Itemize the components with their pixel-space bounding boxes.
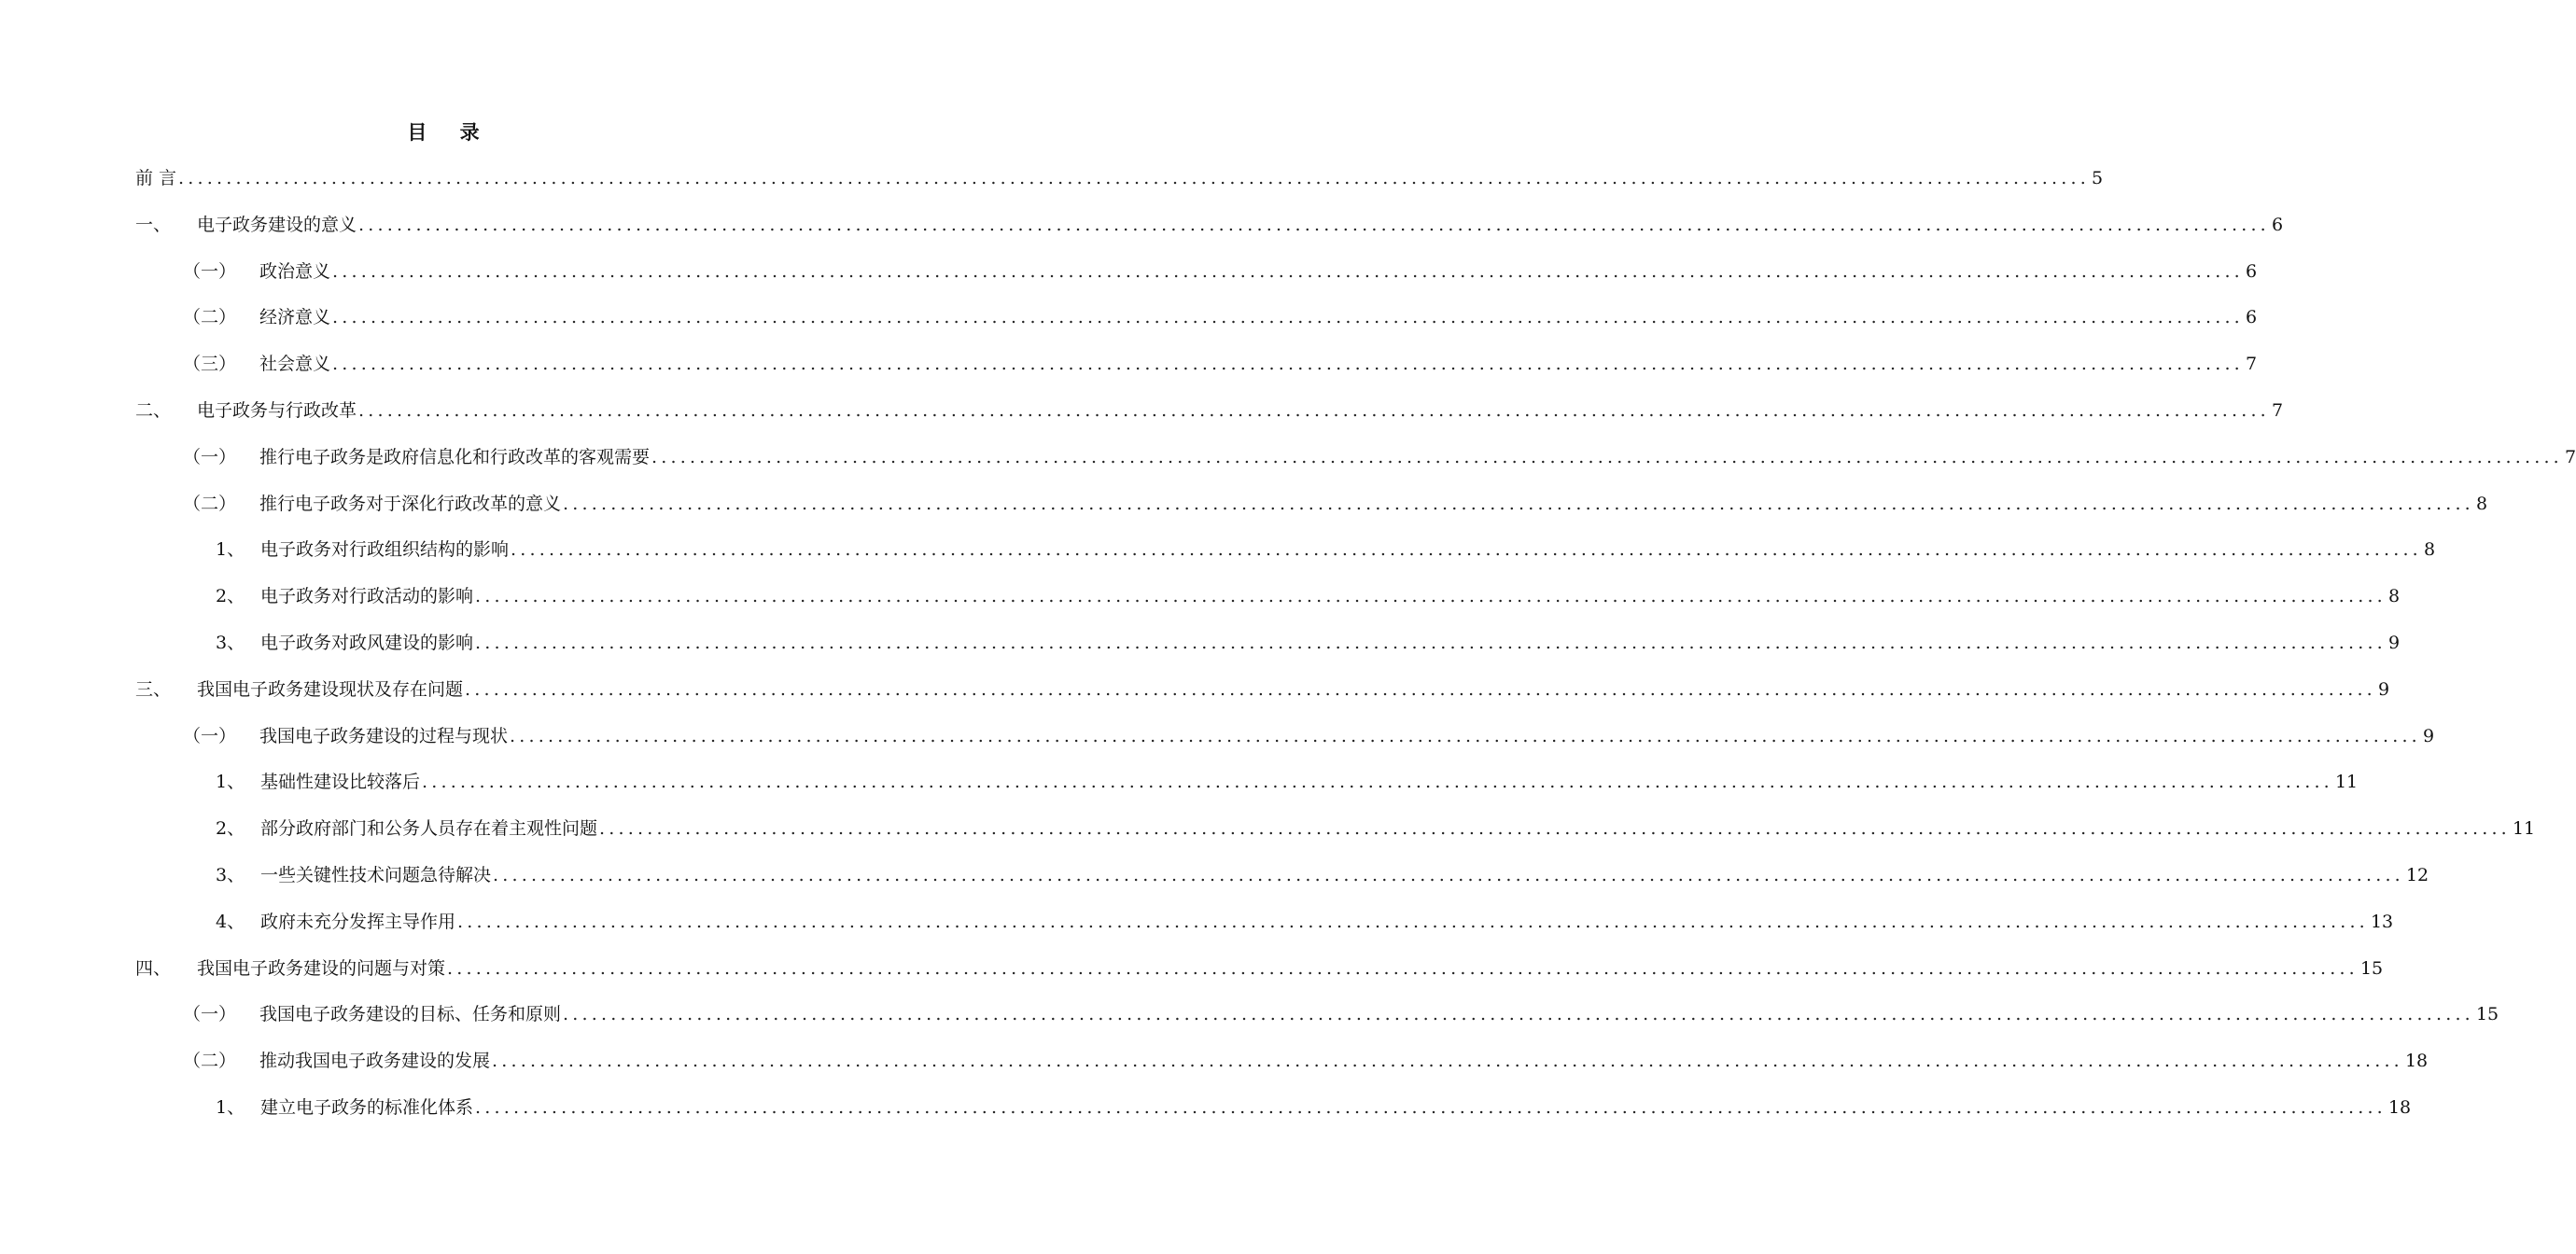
dot-leader: ........................................................................................................................................................................................................ [422, 772, 2333, 793]
toc-title: 目 录 [407, 120, 493, 144]
toc-entry-label: 电子政务对行政组织结构的影响 [260, 539, 510, 561]
toc-entry-page: 15 [2475, 1004, 2499, 1025]
toc-entry-label: 推动我国电子政务建设的发展 [259, 1051, 491, 1072]
toc-entry[interactable] [216, 905, 2394, 939]
toc-entry-page: 9 [2387, 633, 2401, 653]
dot-leader: ........................................................................................................................................................................................................ [599, 818, 2511, 840]
toc-entry-page: 5 [2091, 168, 2104, 188]
toc-entry[interactable] [216, 1091, 2412, 1124]
dot-leader: ........................................................................................................................................................................................................ [332, 260, 2244, 282]
toc-entry-label: 推行电子政务对于深化行政改革的意义 [259, 493, 562, 514]
toc-entry-label: 基础性建设比较落后 [260, 772, 421, 793]
toc-entry-label: 政治意义 [259, 260, 331, 282]
dot-leader: ........................................................................................................................................................................................................ [492, 1051, 2403, 1072]
toc-entry-number: （二） [183, 493, 237, 514]
dot-leader: ........................................................................................................................................................................................................ [332, 307, 2244, 328]
toc-entry-number: 二、 [135, 400, 172, 421]
toc-entry[interactable] [183, 440, 2576, 474]
toc-entry-label: 我国电子政务建设的目标、任务和原则 [259, 1004, 562, 1025]
toc-entry-page: 9 [2422, 725, 2435, 746]
dot-leader: ........................................................................................................................................................................................................ [447, 957, 2359, 979]
toc-entry-number: 1、 [216, 539, 245, 561]
dot-leader: ........................................................................................................................................................................................................ [332, 354, 2244, 375]
toc-entry-number: 1、 [216, 1097, 245, 1118]
dot-leader: ........................................................................................................................................................................................................ [358, 400, 2270, 421]
dot-leader: ........................................................................................................................................................................................................ [358, 214, 2270, 235]
toc-entry-label: 部分政府部门和公务人员存在着主观性问题 [260, 818, 598, 840]
toc-entry-label: 一些关键性技术问题急待解决 [260, 865, 492, 885]
toc-entry-number: （一） [183, 725, 237, 746]
toc-entry-number: 3、 [216, 633, 245, 653]
toc-entry[interactable] [135, 208, 2284, 242]
toc-entry-page: 11 [2334, 772, 2359, 793]
dot-leader: ........................................................................................................................................................................................................ [475, 1097, 2387, 1118]
toc-entry-label: 我国电子政务建设的问题与对策 [197, 957, 446, 979]
toc-entry-number: （一） [183, 446, 237, 467]
toc-entry-page: 6 [2245, 260, 2258, 282]
toc-entry-label: 前 言 [135, 168, 177, 188]
toc-entry[interactable] [216, 579, 2401, 613]
dot-leader: ........................................................................................................................................................................................................ [457, 911, 2369, 932]
toc-entry-page: 13 [2370, 911, 2394, 932]
dot-leader: ........................................................................................................................................................................................................ [651, 446, 2563, 467]
toc-entry-label: 推行电子政务是政府信息化和行政改革的客观需要 [259, 446, 651, 467]
toc-entry-number: 三、 [135, 678, 172, 700]
dot-leader: ........................................................................................................................................................................................................ [510, 725, 2421, 746]
toc-entry-label: 电子政务与行政改革 [197, 400, 357, 421]
toc-entry-label: 我国电子政务建设现状及存在问题 [197, 678, 464, 700]
toc-entry[interactable] [183, 347, 2258, 381]
toc-entry[interactable] [135, 673, 2390, 706]
toc-entry-label: 政府未充分发挥主导作用 [260, 911, 456, 932]
toc-entry-number: （一） [183, 1004, 237, 1025]
toc-entry-page: 9 [2377, 678, 2390, 700]
toc-entry[interactable] [135, 394, 2284, 427]
toc-entry-number: 2、 [216, 818, 245, 840]
toc-entry-page: 7 [2245, 354, 2258, 375]
toc-entry-label: 电子政务建设的意义 [197, 214, 357, 235]
toc-entry-number: （一） [183, 260, 237, 282]
toc-entry-page: 11 [2512, 818, 2536, 840]
toc-entry-page: 18 [2404, 1051, 2429, 1072]
toc-entry-label: 经济意义 [259, 307, 331, 328]
toc-entry-number: （二） [183, 307, 237, 328]
dot-leader: ........................................................................................................................................................................................................ [475, 633, 2387, 653]
toc-entry[interactable] [135, 161, 2104, 195]
toc-entry-number: （二） [183, 1051, 237, 1072]
toc-entry[interactable] [183, 1044, 2429, 1078]
toc-entry[interactable] [216, 765, 2359, 799]
toc-entry-page: 15 [2359, 957, 2384, 979]
toc-entry[interactable] [183, 255, 2258, 288]
toc-entry[interactable] [183, 487, 2488, 521]
toc-entry[interactable] [183, 997, 2499, 1031]
toc-entry-number: （三） [183, 354, 237, 375]
toc-entry[interactable] [135, 952, 2384, 985]
dot-leader: ........................................................................................................................................................................................................ [493, 865, 2404, 885]
toc-entry-page: 6 [2245, 307, 2258, 328]
dot-leader: ........................................................................................................................................................................................................ [563, 1004, 2474, 1025]
toc-entry-page: 8 [2387, 586, 2401, 607]
toc-entry[interactable] [216, 812, 2536, 845]
dot-leader: ........................................................................................................................................................................................................ [563, 493, 2474, 514]
toc-entry-page: 7 [2271, 400, 2284, 421]
toc-entry-number: 4、 [216, 911, 245, 932]
toc-entry[interactable] [216, 533, 2436, 566]
dot-leader: ........................................................................................................................................................................................................ [178, 168, 2090, 188]
toc-entry-number: 四、 [135, 957, 172, 979]
toc-entry[interactable] [183, 300, 2258, 334]
toc-entry-page: 8 [2423, 539, 2436, 561]
toc-entry-number: 1、 [216, 772, 245, 793]
toc-entry-label: 电子政务对行政活动的影响 [260, 586, 474, 607]
dot-leader: ........................................................................................................................................................................................................ [465, 678, 2376, 700]
toc-entry-label: 社会意义 [259, 354, 331, 375]
toc-entry[interactable] [216, 858, 2429, 892]
dot-leader: ........................................................................................................................................................................................................ [475, 586, 2387, 607]
toc-entry-label: 我国电子政务建设的过程与现状 [259, 725, 509, 746]
toc-entry-number: 2、 [216, 586, 245, 607]
toc-entry[interactable] [216, 626, 2401, 660]
toc-entry[interactable] [183, 719, 2435, 753]
toc-entry-label: 建立电子政务的标准化体系 [260, 1097, 474, 1118]
toc-entry-number: 一、 [135, 214, 172, 235]
toc-entry-page: 18 [2387, 1097, 2412, 1118]
toc-entry-number: 3、 [216, 865, 245, 885]
toc-entry-page: 6 [2271, 214, 2284, 235]
toc-entry-page: 12 [2405, 865, 2429, 885]
toc-entry-label: 电子政务对政风建设的影响 [260, 633, 474, 653]
toc-entry-page: 7 [2564, 446, 2576, 467]
toc-entry-page: 8 [2475, 493, 2488, 514]
dot-leader: ........................................................................................................................................................................................................ [511, 539, 2422, 561]
